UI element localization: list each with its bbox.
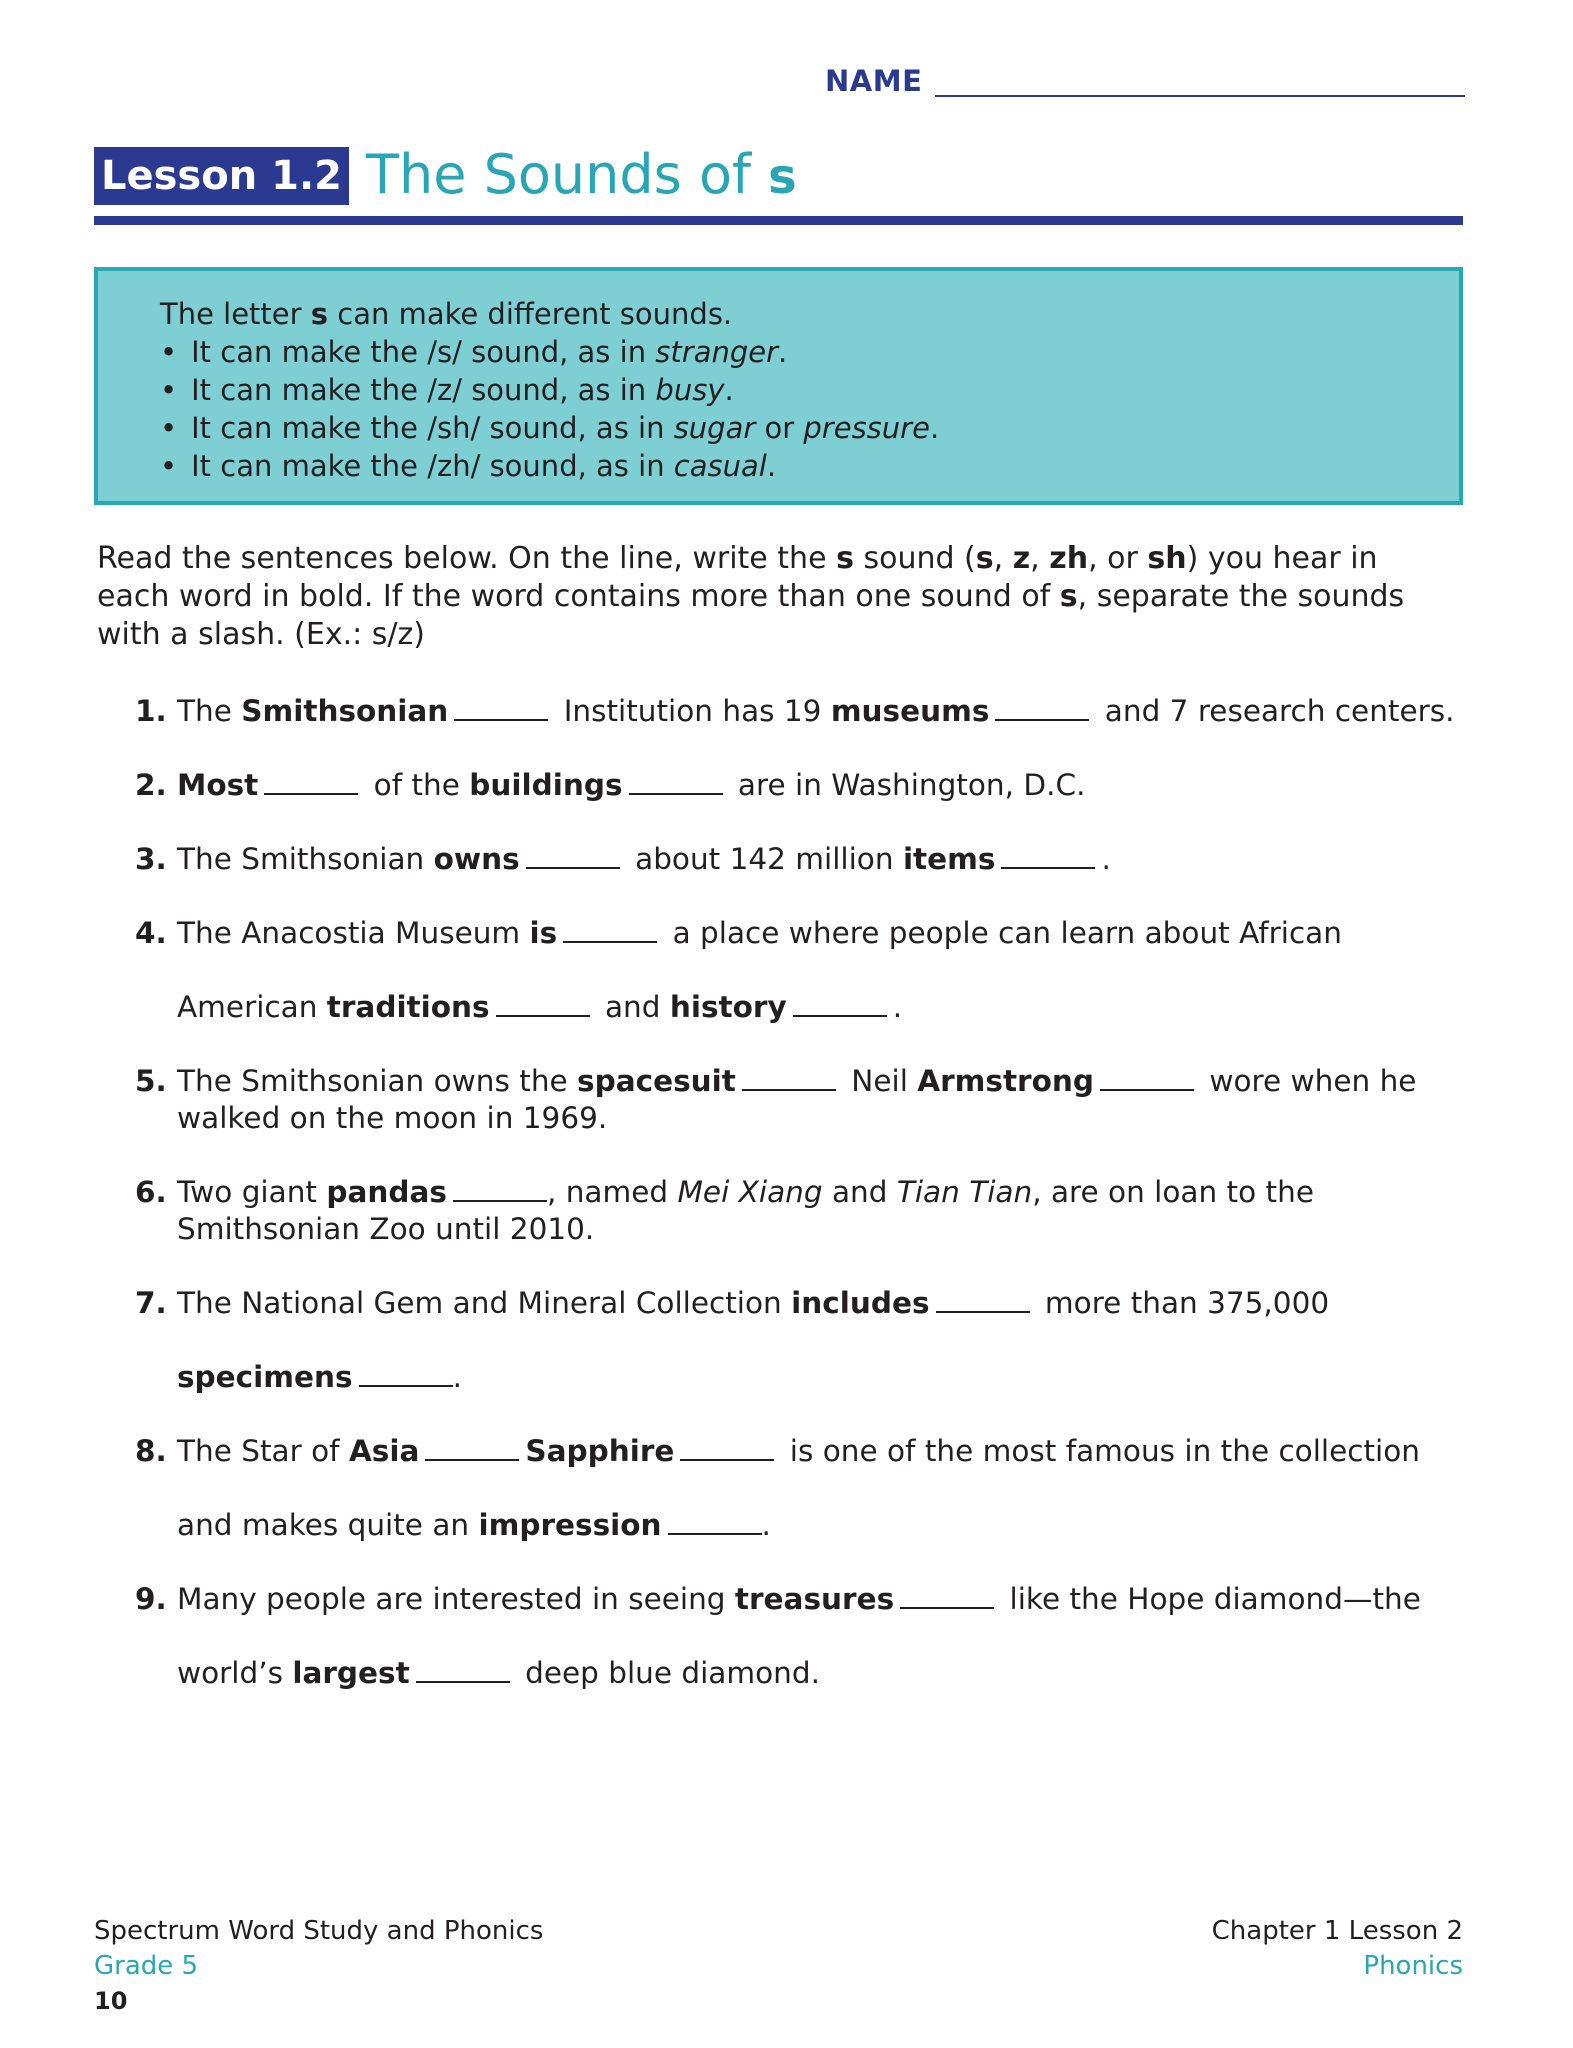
instructions: Read the sentences below. On the line, write the s sound (s, z, zh, or sh) you hear in each word in bold. If the word contains more than one sound of s, separate the sounds with a slash. (Ex.: s/z) xyxy=(97,541,1405,652)
lesson-title xyxy=(366,140,797,212)
rule-bullet: • It can make the /sh/ sound, as in sugar or pressure. xyxy=(160,409,1459,447)
name-line[interactable] xyxy=(935,95,1465,97)
answer-blank[interactable] xyxy=(425,1458,519,1461)
answer-blank[interactable] xyxy=(563,940,657,943)
page-number: 10 xyxy=(94,1987,128,2015)
book-title: Spectrum Word Study and Phonics xyxy=(94,1916,544,1946)
item-6: 6. Two giant pandas , named Mei Xiang and Tian Tian, are on loan to the xyxy=(135,1175,1314,1209)
answer-blank[interactable] xyxy=(900,1606,994,1609)
rule-bullet: • It can make the /s/ sound, as in stranger. xyxy=(160,333,1459,371)
item-6-cont: Smithsonian Zoo until 2010. xyxy=(177,1212,595,1246)
item-2: 2. Most of the buildings are in Washington, D.C. xyxy=(135,768,1086,802)
answer-blank[interactable] xyxy=(359,1384,453,1387)
item-5: 5. The Smithsonian owns the spacesuit Neil Armstrong wore when he xyxy=(135,1064,1417,1098)
title-letter: s xyxy=(768,149,797,205)
item-4-cont: American traditions and history . xyxy=(177,990,903,1024)
answer-blank[interactable] xyxy=(416,1680,510,1683)
lesson-badge: Lesson 1.2 xyxy=(94,147,349,205)
chapter-label: Chapter 1 Lesson 2 xyxy=(1211,1916,1463,1946)
item-3: 3. The Smithsonian owns about 142 million items . xyxy=(135,842,1111,876)
answer-blank[interactable] xyxy=(995,718,1089,721)
answer-blank[interactable] xyxy=(1001,866,1095,869)
rule-bullet: • It can make the /zh/ sound, as in casual. xyxy=(160,447,1459,485)
answer-blank[interactable] xyxy=(793,1014,887,1017)
answer-blank[interactable] xyxy=(936,1310,1030,1313)
item-8: 8. The Star of Asia Sapphire is one of the most famous in the collection xyxy=(135,1434,1421,1468)
rule-box xyxy=(94,267,1463,505)
rule-intro: The letter s can make different sounds. xyxy=(160,297,733,331)
answer-blank[interactable] xyxy=(1100,1088,1194,1091)
answer-blank[interactable] xyxy=(264,792,358,795)
answer-blank[interactable] xyxy=(454,718,548,721)
item-9-cont: world’s largest deep blue diamond. xyxy=(177,1656,820,1690)
footer-left xyxy=(94,1914,543,2019)
item-7-cont: specimens . xyxy=(177,1360,462,1394)
title-prefix: The Sounds of xyxy=(366,143,769,206)
grade-label: Grade 5 xyxy=(94,1951,199,1981)
answer-blank[interactable] xyxy=(526,866,620,869)
answer-blank[interactable] xyxy=(668,1532,762,1535)
rule-bullet: • It can make the /z/ sound, as in busy. xyxy=(160,371,1459,409)
footer-right xyxy=(1212,1914,1463,1984)
item-4: 4. The Anacostia Museum is a place where people can learn about African xyxy=(135,916,1342,950)
answer-blank[interactable] xyxy=(680,1458,774,1461)
name-label: NAME xyxy=(825,64,923,98)
title-rule xyxy=(94,216,1463,225)
answer-blank[interactable] xyxy=(742,1088,836,1091)
answer-blank[interactable] xyxy=(496,1014,590,1017)
item-1: 1. The Smithsonian Institution has 19 museums and 7 research centers. xyxy=(135,694,1455,728)
section-label: Phonics xyxy=(1363,1951,1463,1981)
answer-blank[interactable] xyxy=(453,1199,547,1202)
item-7: 7. The National Gem and Mineral Collection includes more than 375,000 xyxy=(135,1286,1330,1320)
answer-blank[interactable] xyxy=(629,792,723,795)
item-9: 9. Many people are interested in seeing treasures like the Hope diamond—the xyxy=(135,1582,1421,1616)
item-8-cont: and makes quite an impression . xyxy=(177,1508,771,1542)
item-5-cont: walked on the moon in 1969. xyxy=(177,1101,608,1135)
